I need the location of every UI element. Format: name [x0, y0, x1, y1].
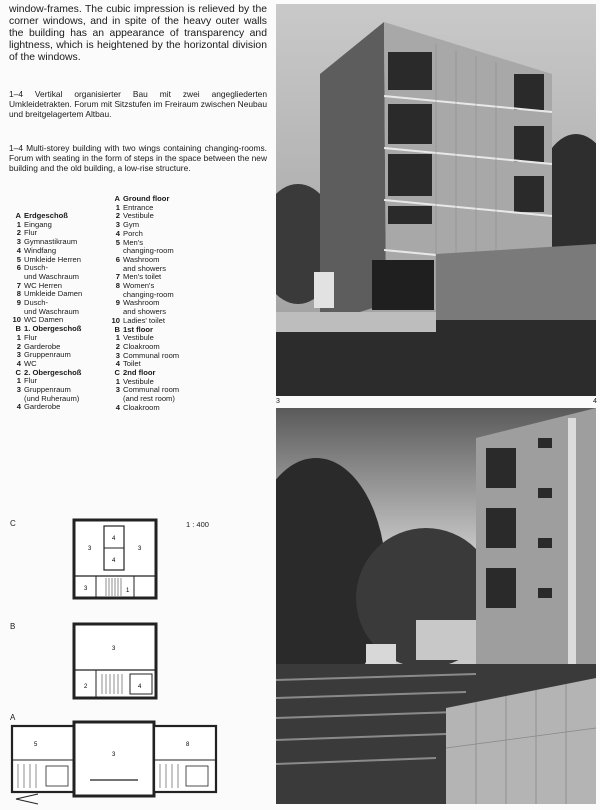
legend-number: 9	[115, 298, 120, 308]
plan-c-room-3: 3	[84, 586, 88, 592]
legend-text: and showers	[123, 307, 167, 317]
legend-number: 6	[16, 263, 21, 273]
legend-text: Toilet	[123, 359, 141, 369]
legend-text: (und Ruheraum)	[24, 393, 80, 403]
legend-number: 3	[16, 385, 21, 395]
plan-a-room-2: 3	[112, 752, 116, 758]
legend-number: 1	[16, 219, 21, 229]
legend-item	[9, 403, 82, 412]
legend-text: Cloakroom	[123, 341, 160, 351]
photo-number-4: 4	[593, 398, 597, 405]
floor-plan-b	[72, 622, 158, 700]
legend-text: Men's	[123, 237, 144, 247]
plan-label-a: A	[10, 713, 16, 722]
legend-item	[108, 404, 179, 413]
legend-text: Vestibule	[123, 211, 154, 221]
legend-text: Communal room	[123, 350, 180, 360]
legend-number: A	[15, 211, 21, 220]
plan-label-c: C	[10, 519, 16, 528]
legend-number: 3	[16, 237, 21, 247]
legend-text: Gruppenraum	[24, 350, 71, 360]
plan-b-room-2: 2	[84, 684, 88, 690]
photo-forum-steps-image	[276, 408, 596, 804]
legend-number: 5	[16, 254, 21, 264]
plan-a-room-3: 8	[186, 742, 190, 748]
legend-number: 8	[115, 281, 120, 291]
legend-text: und Waschraum	[24, 271, 80, 281]
legend-number: 7	[16, 280, 21, 290]
plan-c-room-1: 3	[88, 546, 92, 552]
legend-number: 7	[115, 272, 120, 282]
legend-text: Eingang	[24, 219, 52, 229]
legend-text: Vestibule	[123, 333, 154, 343]
legend-number: 9	[16, 298, 21, 308]
legend-number: 2	[16, 228, 21, 238]
legend-number: 5	[115, 237, 120, 247]
legend-text: Dusch-	[24, 263, 49, 273]
caption-german: 1–4 Vertikal organisierter Bau mit zwei angegliederten Umkleidetrakten. Forum mit Sitzstufen im Freiraum zwischen Neubau und breitgelagertem Altbau.	[9, 89, 267, 119]
legend-number: 2	[115, 341, 120, 351]
legend-number: 1	[16, 376, 21, 386]
legend-text: Umkleide Herren	[24, 254, 81, 264]
legend-number: 4	[16, 358, 21, 368]
legend-number: 3	[115, 220, 120, 230]
legend-number: 1	[16, 332, 21, 342]
legend-number: 3	[16, 350, 21, 360]
legend-text: Flur	[24, 228, 38, 238]
legend-text: Garderobe	[24, 341, 61, 351]
intro-paragraph: window-frames. The cubic impression is relieved by the corner windows, and in spite of the heavy outer walls the building has an appearance of transparency and lightness, which is heightened by the horizontal division of the windows.	[9, 4, 267, 64]
legend-number: A	[114, 194, 120, 203]
legend-number: 2	[16, 341, 21, 351]
plan-b-room-3: 4	[138, 684, 142, 690]
legend-text: WC Herren	[24, 280, 62, 290]
plan-b-room-1: 3	[112, 646, 116, 652]
legend-number: 1	[115, 333, 120, 343]
legend-number: 4	[115, 228, 120, 238]
plan-c-room-5: 4	[112, 558, 116, 564]
legend-number: 1	[115, 202, 120, 212]
photo-forum-steps	[276, 408, 596, 804]
north-arrow-icon	[14, 792, 40, 806]
legend-text: 2nd floor	[123, 368, 156, 378]
legend-text: Washroom	[123, 298, 160, 308]
plan-label-b: B	[10, 622, 16, 631]
legend-number: 4	[16, 245, 21, 255]
legend-number: 3	[115, 385, 120, 395]
legend-number: 4	[115, 359, 120, 369]
legend-text: Washroom	[123, 254, 160, 264]
legend-text: Entrance	[123, 202, 154, 212]
legend-text: Gruppenraum	[24, 385, 71, 395]
plan-c-room-2: 3	[138, 546, 142, 552]
caption-english: 1–4 Multi-storey building with two wings containing changing-rooms. Forum with seating in the form of steps in the space between the new building and the old building, a low-rise structure.	[9, 143, 267, 173]
legend-text: and showers	[123, 263, 167, 273]
photo-building-tower	[276, 4, 596, 396]
legend-text: Vestibule	[123, 376, 154, 386]
legend-number: C	[114, 368, 120, 378]
floor-plan-c	[72, 518, 158, 600]
legend-text: 1. Obergeschoß	[24, 324, 82, 334]
legend-german	[9, 212, 82, 412]
legend-text: Flur	[24, 332, 38, 342]
legend-text: Cloakroom	[123, 402, 160, 412]
legend-number: 1	[115, 376, 120, 386]
legend-text: Gymnastikraum	[24, 237, 78, 247]
legend-text: (and rest room)	[123, 394, 175, 404]
photo-number-3: 3	[276, 398, 280, 405]
plan-c-room-4: 4	[112, 536, 116, 542]
legend-english	[108, 195, 179, 413]
legend-number: B	[15, 324, 21, 334]
plan-c-room-6: 1	[126, 588, 130, 594]
legend-text: changing-room	[123, 289, 174, 299]
legend-text: Ladies' toilet	[123, 315, 165, 325]
legend-text: und Waschraum	[24, 306, 80, 316]
legend-text: Garderobe	[24, 402, 61, 412]
legend-number: 4	[16, 402, 21, 412]
legend-text: Windfang	[24, 245, 57, 255]
plan-scale: 1 : 400	[186, 520, 209, 529]
legend-text: changing-room	[123, 246, 174, 256]
legend-text: Porch	[123, 228, 143, 238]
legend-text: 1st floor	[123, 324, 153, 334]
legend-text: Men's toilet	[123, 272, 162, 282]
legend-number: 6	[115, 254, 120, 264]
legend-text: Erdgeschoß	[24, 211, 68, 220]
legend-number: 4	[115, 402, 120, 412]
legend-text: Umkleide Damen	[24, 289, 83, 299]
legend-text: Dusch-	[24, 298, 49, 308]
legend-number: 8	[16, 289, 21, 299]
legend-number: 10	[12, 315, 21, 325]
legend-text: Gym	[123, 220, 140, 230]
floor-plan-a	[10, 720, 220, 800]
legend-number: 3	[115, 350, 120, 360]
legend-text: Communal room	[123, 385, 180, 395]
legend-number: 10	[111, 315, 120, 325]
legend-text: Flur	[24, 376, 38, 386]
legend-text: WC Damen	[24, 315, 64, 325]
legend-text: Ground floor	[123, 194, 170, 203]
legend-text: WC	[24, 358, 37, 368]
legend-number: C	[15, 367, 21, 377]
plan-a-room-1: 5	[34, 742, 38, 748]
legend-number: 2	[115, 211, 120, 221]
legend-number: B	[114, 324, 120, 334]
photo-building-tower-image	[276, 4, 596, 396]
legend-text: Women's	[123, 281, 155, 291]
legend-text: 2. Obergeschoß	[24, 367, 82, 377]
